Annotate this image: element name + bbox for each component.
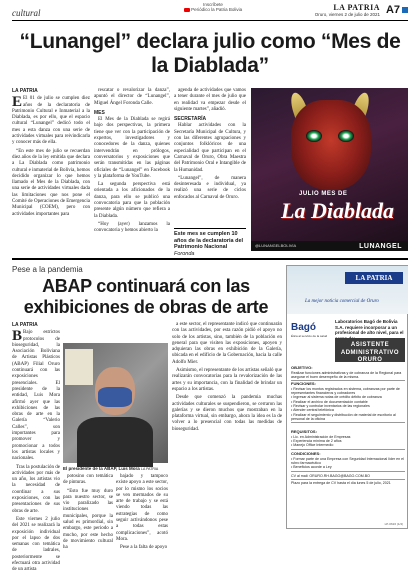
ad-function-text: Ingresar al sistema notas de crédito débito de cobranza [293,395,382,400]
article1-p1 [12,96,90,146]
article2-col3-p3: Desde que comenzó la pandemia muchas actividades culturales se suspendieron, se cerraron las galerías y se dieron muchos que mostraban en la plataforma virtual, sin embargo, ahora la idea es la de volver a lo presencial con todas las medidas de bioseguridad. [172,395,282,432]
dropcap: E [12,94,23,111]
social-note [168,2,258,12]
article2-col2-p1: potosino con temática de pinturas. [63,474,113,486]
ad-cv-label: CV al mail: [291,474,309,478]
ad-function-item: • Realizar el archivo de documentación contable [291,399,368,404]
bago-logo: Bagó [291,322,316,333]
ad-requirement-item: • Lic. en Administración de Empresas [291,434,351,439]
article2-col2b-p2: Pese a la falta de apoyo [120,545,168,551]
page-header [0,0,420,24]
dropcap2: B [12,328,23,345]
youtube-icon [184,8,190,12]
ad-objective [291,366,405,382]
ad-condition-item: • Formar parte de una Empresa con Seguridad Internacional líder en el rubro farmacéutico [291,456,404,466]
article1-p1-text: El 01 de julio se cumplen diez años de la declaratoria de Patrimonio Cultural e Inmaterial a la Diablada, es por ello, que el espacio cultural “Lunangel” dedicó todo el mes a esta danza con una serie de actividades virtuales para reivindicarla y conocer más de ella. [12,96,90,146]
photo-title: JULIO MES DE [299,191,348,197]
article2-col2b-p1: bajado y tampoco existe apoyo a este sector, por lo mismo los socios se ven mermados de su arte de trabajo y se está viendo todas las estrategias de como seguir activándonos pese a todas estas complicaciones”, acotó Mora. [116,474,168,542]
ad-intro: Laboratorios Bagó de Bolivia S.A. requiere incorporar a un profesional de alto nivel, para el [335,319,404,335]
ad-divider [291,449,405,450]
ad-divider [291,479,405,480]
ad-code: LP-0616 (1/4) [384,522,403,526]
ad-requirement-item: • Manejo Office Intermedio [291,443,334,448]
callout-text: Este mes se cumplen 10 años de la declaratoria del Patrimonio Nacional [174,231,244,250]
article2-col2-p2: “Esto fue muy duro para nuestro sector, se vio paralizado las instituciones municipales, porque la salud es primordial, sin embargo, este periodo a mucho, por este hecho de movimiento cultural ha [63,488,113,551]
article1-col2-p4: “Hoy (ayer) lanzamos la convocatoria y hemos abierto la [94,221,170,234]
diablada-photo [251,88,408,251]
article2-p2: Tras la postulación de actividades por más de un año, los artistas vio la necesidad de coordinar a sus exposiciones, con las presentaciones de sus obras de arte. [12,464,60,514]
caption-text: El presidente de la ABAP, Luis Mora [63,466,140,471]
face-mask [98,387,132,407]
ad-function-item: • Atender central telefónica [291,408,334,413]
article1-subhead-secretaria: SECRETARÍA [174,116,207,123]
ad-function-item: • Revisar y controlar inventarios de las regionales [291,403,370,408]
ad-requirement-item: • Experiencia mínima de 2 años [291,439,342,444]
caption-source: LA PATRIA [141,467,159,471]
ad-function-text: Atender central telefónica [293,408,334,413]
ad-objective-title: OBJETIVO: [291,365,313,370]
article1-col3-p3: “Lunangel”, de manera desinteresada e individual, ya realizó una serie de ciclos enfocados al Carnaval de Oruro. [174,175,246,200]
page-number [386,4,408,16]
ad-requirement-text: Manejo Office Intermedio [293,443,334,448]
photo-handle: @LUNANGELBOLIVIA [255,243,297,248]
article2-col2 [63,474,113,554]
ad-paper-logo: LA PATRIA [345,272,403,284]
article1-col2-p1: rescatar o revalorizar la danza”, apuntó el director de “Lunangel”, Miguel Ángel Foronda Calle. [94,88,170,106]
article1-col2-p3: La segunda perspectiva está orientada a los aficionados de la danza, para ello se publicó una convocatoria para que la población presente algún número que refiera a la Diablada. [94,182,170,219]
ad-requirements-title: REQUISITOS: [291,429,317,434]
callout-source: Foronda [174,250,195,257]
ad-function-text: Revisar los montos registrados en sistema, cobranzas por parte de representantes financieros y cobradores [291,386,400,396]
page-square-icon [402,7,408,13]
ad-contact [291,474,405,485]
social-note-channel: Periódico la Patria Bolivia [191,7,243,12]
ad-conditions [291,452,405,472]
section-divider [12,258,408,260]
ad-cv-line [291,474,405,478]
article1-col3 [174,88,246,203]
ad-condition-item: • Beneficios acorde a Ley [291,465,332,470]
article1-col3-p2: Hablar actividades con la Secretaría Municipal de Cultura, y con las diferentes agrupaciones y conjuntos folklóricos de una especialidad que participan en el Carnaval de Oruro, Obra Maestra del Patrimonio Oral e Intangible de la Humanidad. [174,123,246,173]
article2-col3 [172,322,282,435]
photo-body [77,417,153,467]
ad-function-text: Realizar el archivo de documentación contable [293,399,368,404]
bago-job-ad [286,265,408,529]
article1-col2 [94,88,170,237]
article1-col1 [12,88,90,220]
ad-position: ASISTENTE ADMINISTRATIVO ORURO [335,338,405,362]
article1-byline: LA PATRIA [12,88,38,94]
ad-deadline: Plazo para la entrega de CV hasta el día lunes 5 de julio, 2021 [291,480,391,485]
ad-function-item: • Realizar el seguimiento y distribución de material de escritorio al personal de la oficina [291,412,396,421]
article1-p2: “En este mes de julio se recuerdan diez años de la ley emitida que declara a La Diablada como patrimonio cultural e inmaterial de Bolivia, hemos decidido organizar lo que hemos llamado el Mes de la Diablada, con una serie de actividades virtuales dada las limitaciones que nos pone el Comité de Operaciones de Emergencia Municipal (COEM), pero con actividades importantes para [12,148,90,217]
ad-divider [291,471,405,472]
article2-col3-p1: a este sector, el representante indicó que continuarán con las actividades, por esta razón pidió el apoyo no solo de los artistas, sino, también de la población en general para que visiten las exposiciones, apoyen y adquieran las obras en exhibición de la Galería, ubicada en el edificio de la Gobernación, hacia la calle Adolfo Mier. [172,322,282,365]
ad-function-text: Realizar el seguimiento y distribución de material de escritorio al personal de la oficina [291,412,396,421]
article2-caption [63,466,168,471]
article2-p1-text: Bajo estrictos protocolos de bioseguridad, la Asociación Boliviana de Artistas Plásticos (ABAP) Filial Oruro continuará con las exposiciones presenciales. El presidente de la entidad, Luis Mora afirmó ayer que las exhibiciones de las obras de arte en la Galería “Valerio Calles”, son importantes para promover y promocionar a todos los artistas locales y nacionales. [12,330,60,462]
ad-functions-title: FUNCIONES: [291,381,316,386]
article2-p1 [12,330,60,462]
social-note-label: Inscríbete [203,2,223,7]
ad-function-text: Revisar y controlar inventarios de las regionales [293,403,370,408]
social-note-sub [168,7,258,12]
photo-word: La Diablada [281,198,395,223]
photo-board [65,349,93,385]
ad-divider [291,422,405,423]
luis-mora-photo [63,343,168,463]
mask-eye-right [338,130,354,142]
header-rule [12,20,408,21]
ad-slogan: La mejor noticia comercial de Oruro [305,299,379,304]
ad-functions [291,382,405,424]
ad-conditions-title: CONDICIONES: [291,451,321,456]
article1-subhead-mes: MES [94,109,105,116]
page-number-text: A7 [385,4,400,16]
article1-col2-p2: El Mes de la Diablada se regirá bajo dos perspectivas, la primera tiene que ver con la participación de expertos, investigadores y conocedores de la danza, quienes intervendrán en prólogos, conversatorios y exposiciones que serán transmitidas en las páginas oficiales de “Lunangel” en Facebook y la plataforma de YouTube. [94,117,170,179]
paper-name: LA PATRIA [333,3,380,12]
ad-requirements [291,430,405,450]
article1-col3-p1: agenda de actividades que vamos a tener durante el mes de julio que en realidad va empezar desde el siguiente martes”, añadió. [174,88,246,112]
article1-headline: “Lunangel” declara julio como “Mes de la Diablada” [19,30,401,77]
ad-condition-text: Beneficios acorde a Ley [293,465,332,470]
ad-email[interactable]: ORURO.RH.BAGO@BAGO.COM.BO [309,474,370,478]
ad-condition-text: Formar parte de una Empresa con Seguridad Internacional líder en el rubro farmacéutico [291,456,404,466]
article2-col3-p2: Asimismo, el representante de los artistas señaló que realizarán convocatorias para la revalorización de las artes y su importancia, con la finalidad de brindar un espacio a los artistas. [172,368,282,392]
ad-banner [287,266,408,314]
ad-function-item: • Revisar los montos registrados en sistema, cobranzas por parte de representantes financieros y cobradores [291,386,400,396]
article1-callout [174,228,246,257]
photo-brand: LUNANGEL [359,243,402,250]
article2-p3: Este viernes 2 julio del 2021 se realizará la exposición individual por el lapso de dos semanas con temática de ladrales, posteriormente se efectuará otra actividad de un artista [12,516,60,573]
bago-tagline: Ética al servicio de la salud [291,334,328,338]
diablada-mask [291,100,371,190]
paper-date: Oruro, viernes 2 de julio de 2021 [314,12,380,17]
article2-byline: LA PATRIA [12,322,38,328]
article2-kicker: Pese a la pandemia [12,265,83,274]
ad-requirement-text: Lic. en Administración de Empresas [293,434,351,439]
article2-col2b [116,474,168,554]
ad-function-item: • Ingresar al sistema notas de crédito débito de cobranza [291,395,382,400]
ad-objective-text: Realizar funciones administrativas y de cobranza de la Regional para asegurar el buen desempeño de la misma. [291,370,402,380]
article2-col1 [12,322,60,576]
mask-eye-left [306,130,322,142]
section-name: cultural [12,8,41,18]
article2-headline: ABAP continuará con las exhibiciones de obras de arte [23,276,269,317]
ad-requirement-text: Experiencia mínima de 2 años [293,439,342,444]
